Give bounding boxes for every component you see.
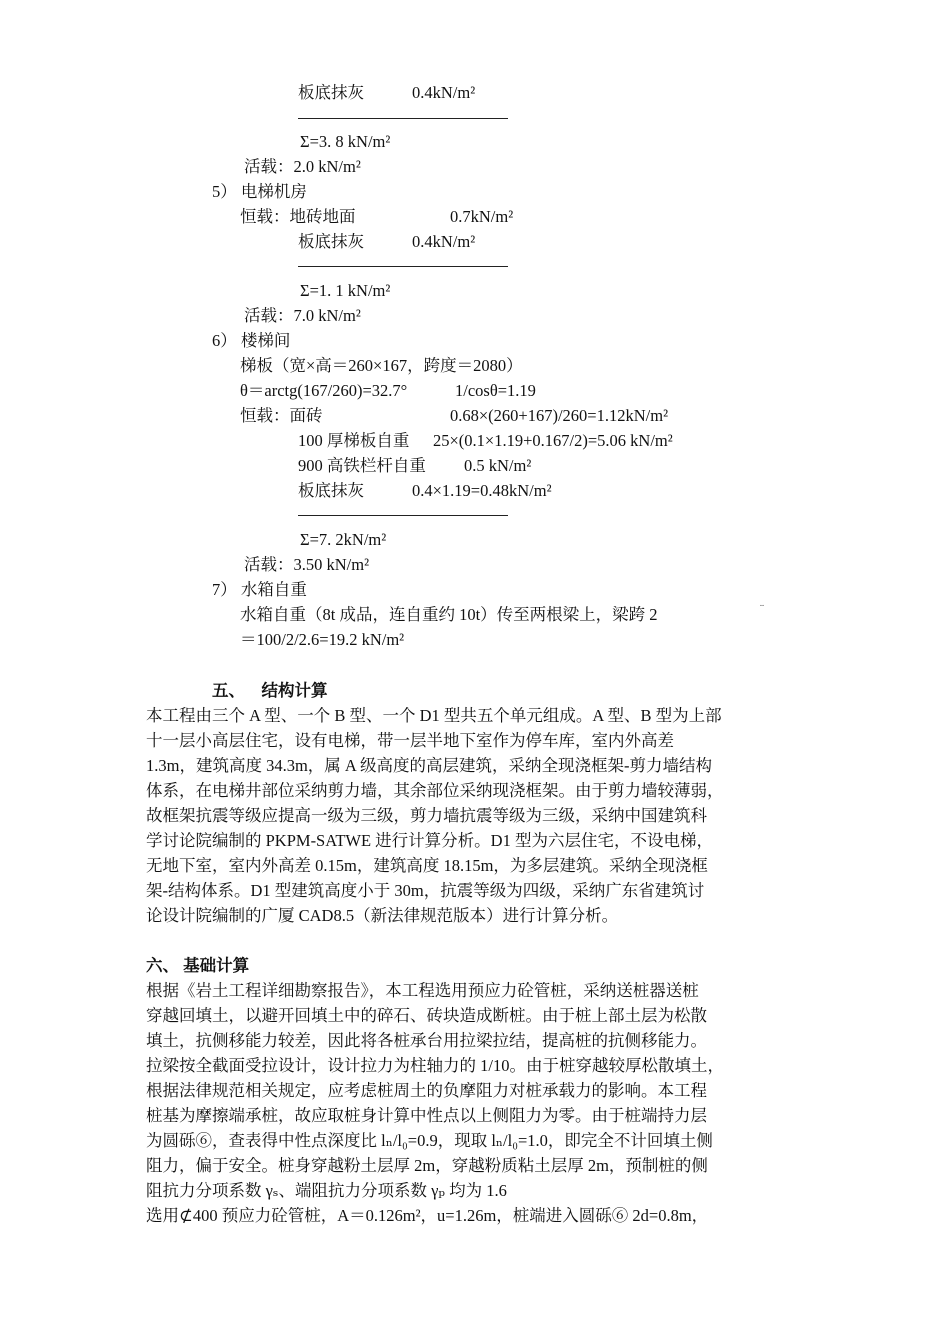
item-heading: 6） 楼梯间	[212, 331, 291, 350]
live-load: 活载：3.50 kN/m²	[244, 555, 370, 574]
load-line: 板底抹灰	[298, 232, 364, 251]
paragraph-line: 论设计院编制的广厦 CAD8.5（新法律规范版本）进行计算分析。	[146, 906, 619, 925]
paragraph-line: 学讨论院编制的 PKPM-SATWE 进行计算分析。D1 型为六层住宅，不设电梯，	[146, 831, 713, 850]
sum-rule	[298, 266, 508, 267]
load-value: 0.7kN/m²	[450, 207, 514, 226]
paragraph-line: 体系，在电梯井部位采纳剪力墙，其余部位采纳现浇框架。由于剪力墙较薄弱，	[146, 781, 724, 800]
load-line: 恒载：面砖	[240, 406, 323, 425]
sum-rule	[298, 118, 508, 119]
live-load: 活载：2.0 kN/m²	[244, 157, 361, 176]
live-load: 活载：7.0 kN/m²	[244, 306, 361, 325]
paragraph-line: 阻力，偏于安全。桩身穿越粉土层厚 2m，穿越粉质粘土层厚 2m，预制桩的侧	[146, 1156, 708, 1175]
load-value: 0.4kN/m²	[412, 232, 476, 251]
section-heading: 六、 基础计算	[146, 956, 250, 975]
paragraph-line: 架-结构体系。D1 型建筑高度小于 30m，抗震等级为四级，采纳广东省建筑讨	[146, 881, 705, 900]
paragraph-line: 穿越回填土，以避开回填土中的碎石、砖块造成断桩。由于桩上部土层为松散	[146, 1006, 707, 1025]
scan-mark: ¨	[760, 601, 764, 615]
load-sum: Σ=1. 1 kN/m²	[300, 281, 391, 300]
paragraph-line: 十一层小高层住宅，设有电梯，带一层半地下室作为停车库，室内外高差	[146, 731, 674, 750]
paragraph-line: 桩基为摩擦端承桩，故应取桩身计算中性点以上侧阻力为零。由于桩端持力层	[146, 1106, 707, 1125]
load-line: 板底抹灰	[298, 481, 364, 500]
stair-angle-value: 1/cosθ=1.19	[455, 381, 536, 400]
load-value: 0.5 kN/m²	[464, 456, 532, 475]
load-sum: Σ=3. 8 kN/m²	[300, 132, 391, 151]
paragraph-line: 拉梁按全截面受拉设计，设计拉力为柱轴力的 1/10。由于桩穿越较厚松散填土，	[146, 1056, 724, 1075]
load-line: 100 厚梯板自重	[298, 431, 410, 450]
load-value: 0.68×(260+167)/260=1.12kN/m²	[450, 406, 669, 425]
stair-geometry: 梯板（宽×高＝260×167，跨度＝2080）	[240, 356, 523, 375]
paragraph-line: 阻抗力分项系数 γₛ、端阻抗力分项系数 γₚ 均为 1.6	[146, 1181, 507, 1200]
tank-text: 水箱自重（8t 成品，连自重约 10t）传至两根梁上，梁跨 2	[240, 605, 658, 624]
load-value: 0.4×1.19=0.48kN/m²	[412, 481, 552, 500]
paragraph-line: 根据《岩土工程详细勘察报告》，本工程选用预应力砼管桩，采纳送桩器送桩	[146, 981, 699, 1000]
paragraph-line: 本工程由三个 A 型、一个 B 型、一个 D1 型共五个单元组成。A 型、B 型为上部	[146, 706, 722, 725]
paragraph-line: 为圆砾⑥，查表得中性点深度比 lₙ/l₀=0.9，现取 lₙ/l₀=1.0，即完全不计回填土侧	[146, 1131, 713, 1150]
paragraph-line: 选用⊄400 预应力砼管桩，A＝0.126m²，u=1.26m，桩端进入圆砾⑥ 2d=0.8m，	[146, 1206, 709, 1225]
paragraph-line: 根据法律规范相关规定，应考虑桩周土的负摩阻力对桩承载力的影响。本工程	[146, 1081, 707, 1100]
item-heading: 7） 水箱自重	[212, 580, 307, 599]
load-value: 0.4kN/m²	[412, 83, 476, 102]
load-line: 恒载：地砖地面	[240, 207, 356, 226]
paragraph-line: 故框架抗震等级应提高一级为三级，剪力墙抗震等级为三级，采纳中国建筑科	[146, 806, 707, 825]
sum-rule	[298, 515, 508, 516]
load-line: 900 高铁栏杆自重	[298, 456, 426, 475]
item-heading: 5） 电梯机房	[212, 182, 307, 201]
paragraph-line: 1.3m，建筑高度 34.3m，属 A 级高度的高层建筑，采纳全现浇框架-剪力墙结构	[146, 756, 713, 775]
paragraph-line: 填土，抗侧移能力较差，因此将各桩承台用拉梁拉结，提高桩的抗侧移能力。	[146, 1031, 707, 1050]
stair-angle: θ＝arctg(167/260)=32.7°	[240, 381, 408, 400]
tank-result: ＝100/2/2.6=19.2 kN/m²	[240, 630, 405, 649]
load-value: 25×(0.1×1.19+0.167/2)=5.06 kN/m²	[433, 431, 673, 450]
load-line: 板底抹灰	[298, 83, 364, 102]
paragraph-line: 无地下室，室内外高差 0.15m，建筑高度 18.15m，为多层建筑。采纳全现浇框	[146, 856, 708, 875]
section-heading: 五、 结构计算	[212, 681, 328, 700]
load-sum: Σ=7. 2kN/m²	[300, 530, 387, 549]
